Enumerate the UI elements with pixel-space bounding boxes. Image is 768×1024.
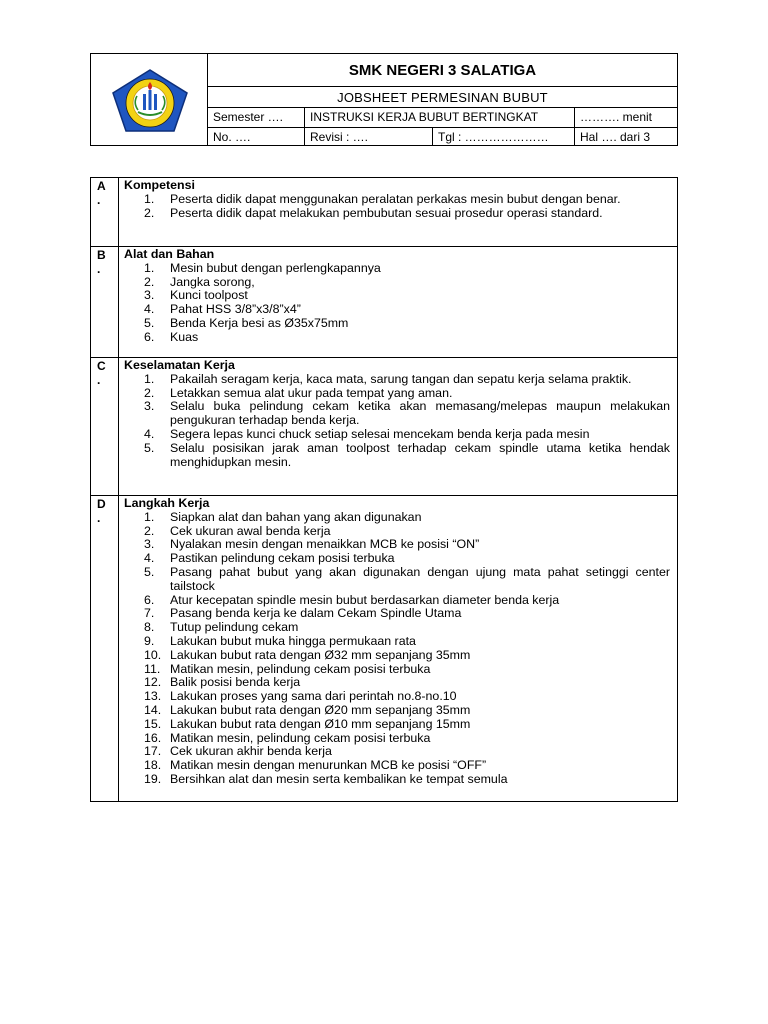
list-item: 11. Matikan mesin, pelindung cekam posisi terbuka: [144, 661, 431, 676]
item-list: [124, 193, 670, 221]
list-item: 1. Siapkan alat dan bahan yang akan digunakan: [144, 509, 422, 524]
school-logo-icon: [110, 68, 190, 134]
section-keselamatan: [91, 358, 677, 496]
list-item: 9. Lakukan bubut muka hingga permukaan rata: [144, 633, 416, 648]
section-langkah-kerja: [91, 496, 677, 801]
list-item: 1. Pakailah seragam kerja, kaca mata, sarung tangan dan sepatu kerja selama praktik.: [144, 371, 632, 386]
list-item: 5. Benda Kerja besi as Ø35x75mm: [144, 315, 349, 330]
item-list: [124, 373, 670, 470]
item-list: [124, 511, 670, 787]
list-item: 1. Peserta didik dapat menggunakan peralatan perkakas mesin bubut dengan benar.: [144, 191, 621, 206]
list-item: 4. Pahat HSS 3/8”x3/8”x4”: [144, 302, 301, 317]
section-letter: A .: [91, 178, 119, 246]
section-letter: C .: [91, 358, 119, 495]
section-title: Langkah Kerja: [124, 496, 210, 510]
semester-cell: Semester ….: [213, 110, 284, 124]
section-letter: B .: [91, 247, 119, 357]
list-item: 8. Tutup pelindung cekam: [144, 620, 299, 635]
list-item: 5. Selalu posisikan jarak aman toolpost terhadap cekam spindle utama ketika hendak menghidupkan mesin.: [144, 440, 670, 469]
list-item: 2. Cek ukuran awal benda kerja: [144, 523, 331, 538]
header-row-3: [208, 108, 677, 128]
school-name: SMK NEGERI 3 SALATIGA: [208, 54, 677, 87]
revisi-cell: Revisi : ….: [304, 128, 432, 146]
hal-cell: Hal …. dari 3: [574, 128, 677, 146]
list-item: 6. Atur kecepatan spindle mesin bubut berdasarkan diameter benda kerja: [144, 592, 560, 607]
section-kompetensi: [91, 178, 677, 247]
list-item: 3. Selalu buka pelindung cekam ketika akan memasang/melepas maupun melakukan pengukuran terhadap benda kerja.: [144, 399, 670, 428]
list-item: 2. Peserta didik dapat melakukan pembubutan sesuai prosedur operasi standard.: [144, 205, 603, 220]
section-letter: D .: [91, 496, 119, 801]
header-table: [90, 53, 678, 146]
section-title: Keselamatan Kerja: [124, 358, 235, 372]
list-item: 1. Mesin bubut dengan perlengkapannya: [144, 260, 381, 275]
instruksi-cell: INSTRUKSI KERJA BUBUT BERTINGKAT: [304, 108, 574, 127]
list-item: 12. Balik posisi benda kerja: [144, 675, 301, 690]
content-table: [90, 177, 678, 802]
list-item: 7. Pasang benda kerja ke dalam Cekam Spindle Utama: [144, 606, 462, 621]
tgl-cell: Tgl : …………………: [432, 128, 574, 146]
list-item: 6. Kuas: [144, 329, 199, 344]
logo-cell: [91, 54, 208, 145]
section-alat-bahan: [91, 247, 677, 358]
list-item: 4. Pastikan pelindung cekam posisi terbuka: [144, 551, 395, 566]
list-item: 15. Lakukan bubut rata dengan Ø10 mm sepanjang 15mm: [144, 716, 471, 731]
menit-cell: ………. menit: [574, 108, 677, 127]
list-item: 5. Pasang pahat bubut yang akan digunakan dengan ujung mata pahat setinggi center tailstock: [144, 564, 670, 593]
list-item: 17. Cek ukuran akhir benda kerja: [144, 744, 332, 759]
list-item: 3. Nyalakan mesin dengan menaikkan MCB ke posisi “ON”: [144, 537, 480, 552]
no-cell: No. ….: [213, 130, 251, 144]
list-item: 4. Segera lepas kunci chuck setiap selesai mencekam benda kerja pada mesin: [144, 426, 590, 441]
list-item: 18. Matikan mesin dengan menurunkan MCB ke posisi “OFF”: [144, 758, 487, 773]
list-item: 16. Matikan mesin, pelindung cekam posisi terbuka: [144, 730, 431, 745]
list-item: 10. Lakukan bubut rata dengan Ø32 mm sepanjang 35mm: [144, 647, 471, 662]
list-item: 2. Jangka sorong,: [144, 274, 255, 289]
section-title: Kompetensi: [124, 178, 195, 192]
list-item: 2. Letakkan semua alat ukur pada tempat yang aman.: [144, 385, 453, 400]
list-item: 19. Bersihkan alat dan mesin serta kembalikan ke tempat semula: [144, 771, 508, 786]
item-list: [124, 262, 670, 345]
list-item: 13. Lakukan proses yang sama dari perintah no.8-no.10: [144, 689, 457, 704]
jobsheet-title: JOBSHEET PERMESINAN BUBUT: [208, 87, 677, 108]
list-item: 14. Lakukan bubut rata dengan Ø20 mm sepanjang 35mm: [144, 702, 471, 717]
section-title: Alat dan Bahan: [124, 247, 215, 261]
header-row-4: [208, 128, 677, 146]
list-item: 3. Kunci toolpost: [144, 288, 248, 303]
